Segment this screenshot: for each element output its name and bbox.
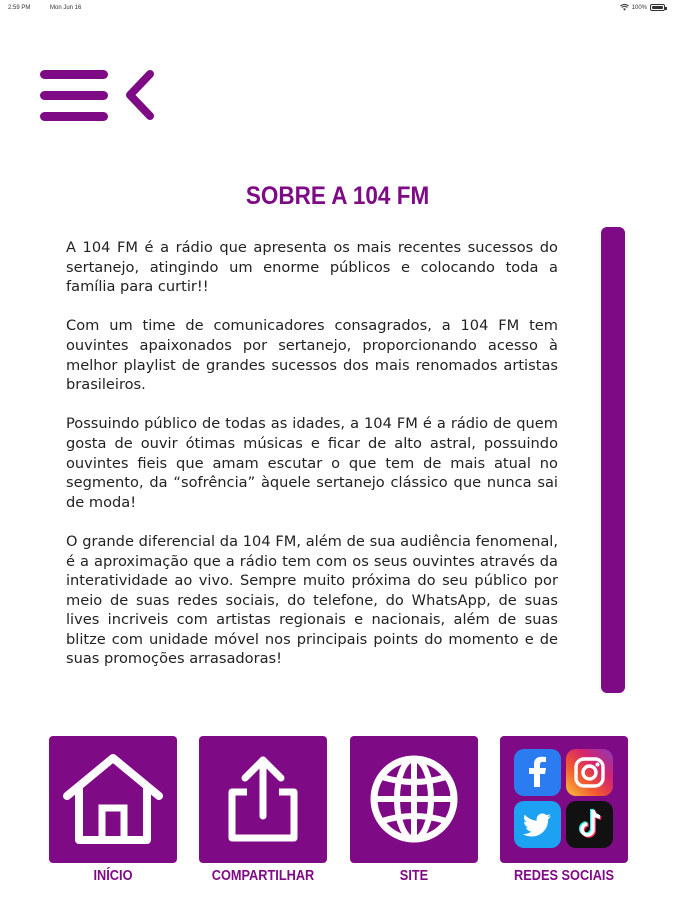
share-icon xyxy=(199,736,327,863)
wifi-icon xyxy=(620,4,629,11)
facebook-icon xyxy=(514,749,561,796)
about-paragraph: Com um time de comunicadores consagrados, a 104 FM tem ouvintes apaixonados por sertanejo, proporcionando acesso à melhor playlist de grandes sucessos dos mais renomados artistas brasileiros. xyxy=(66,317,558,394)
status-bar xyxy=(0,0,675,16)
about-paragraph: O grande diferencial da 104 FM, além de sua audiência fenomenal, é a aproximação que a rádio tem com os seus ouvintes através da interatividade ao vivo. Sempre muito próxima do seu público por meio de suas redes sociais, do telefone, do WhatsApp, de suas lives incriveis com artistas regionais e nacionais, além de suas blitze com unidade móvel nos principais points do momento e de suas promoções arrasadoras! xyxy=(66,532,558,668)
status-indicators xyxy=(620,4,665,11)
about-text xyxy=(66,238,558,689)
instagram-icon xyxy=(566,749,613,796)
share-label[interactable]: COMPARTILHAR xyxy=(211,868,315,884)
globe-icon xyxy=(350,736,478,863)
page-title: SOBRE A 104 FM xyxy=(245,182,430,210)
site-label[interactable]: SITE xyxy=(399,868,429,884)
share-button[interactable] xyxy=(199,736,327,863)
status-time: 2:59 PM xyxy=(8,5,31,11)
hamburger-menu-icon[interactable] xyxy=(36,68,112,124)
tiktok-icon xyxy=(566,801,613,848)
chevron-left-icon[interactable] xyxy=(118,68,162,124)
status-date: Mon Jun 16 xyxy=(50,5,82,11)
twitter-icon xyxy=(514,801,561,848)
home-button[interactable] xyxy=(49,736,177,863)
battery-percent: 100% xyxy=(631,4,647,11)
social-networks-button[interactable] xyxy=(500,736,628,863)
social-networks-icon xyxy=(514,749,614,849)
site-button[interactable] xyxy=(350,736,478,863)
battery-icon xyxy=(650,4,665,11)
about-paragraph: Possuindo público de todas as idades, a 104 FM é a rádio de quem gosta de ouvir ótimas músicas e ficar de alto astral, possuindo ouvintes fieis que amam escutar o que tem de mais atual no segmento, da “sofrência” àquele sertanejo clássico que nunca sai de moda! xyxy=(66,415,558,511)
home-icon xyxy=(49,736,177,863)
about-paragraph: A 104 FM é a rádio que apresenta os mais recentes sucessos do sertanejo, atingindo um enorme públicos e colocando toda a família para curtir!! xyxy=(66,239,558,296)
scrollbar[interactable] xyxy=(601,227,625,693)
social-networks-label[interactable]: REDES SOCIAIS xyxy=(514,868,614,884)
home-label[interactable]: INÍCIO xyxy=(93,868,133,884)
